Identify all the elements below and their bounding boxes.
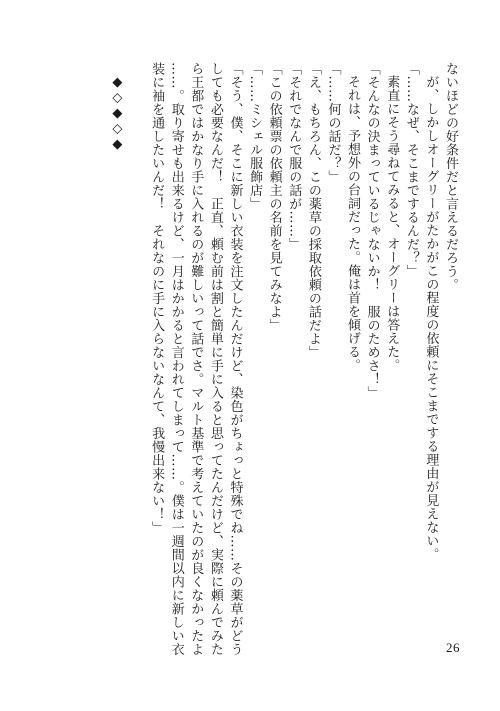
section-break-ornament: ◆◇◆◇◆ (109, 75, 125, 153)
text-line: ら王都ではかなり手に入れるのが難しいって話でさ。マルト基準で考えていたのが良くなかったよ (188, 62, 204, 656)
text-line: 「そう、僕、そこに新しい衣装を注文したんだけど、染色がちょっと特殊でね……その薬草がどう (227, 62, 243, 656)
text-line: ……。取り寄せも出来るけど、一月はかかると言われてしまって……。僕は一週間以内に新しい衣 (168, 62, 184, 656)
text-line: それは、予想外の台詞だった。俺は首を傾げる。 (345, 75, 361, 372)
text-line: 「この依頼票の依頼主の名前を見てみなよ」 (266, 62, 282, 332)
blank-line (127, 62, 147, 582)
text-line: 「そんなの決まっているじゃないか！ 服のためさ！」 (364, 62, 380, 400)
text-line: 「え、もちろん、この薬草の採取依頼の話だよ」 (305, 62, 321, 359)
text-line: 装に袖を通したいんだ！ それなのに手に入らないなんて、我慢出来ない！」 (149, 62, 165, 535)
text-line: しても必要なんだ！ 正直、頼む前は割と簡単に手に入ると思ってたんだけど、実際に頼んでみた (207, 62, 223, 656)
text-line: 素直にそう尋ねてみると、オーグリーは答えた。 (384, 75, 400, 372)
text-line: 「……なぜ、そこまでするんだ？」 (403, 62, 419, 278)
text-line: が、しかしオーグリーがたかがこの程度の依頼にそこまでする理由が見えない。 (423, 75, 439, 561)
text-line: 「それでなんで服の話が……」 (286, 62, 302, 251)
page-number: 26 (446, 640, 460, 655)
text-line: 「……何の話だ？」 (325, 62, 341, 184)
text-line: 「……ミシェル服飾店」 (247, 62, 263, 211)
text-line: ないほどの好条件だと言えるだろう。 (443, 62, 458, 292)
